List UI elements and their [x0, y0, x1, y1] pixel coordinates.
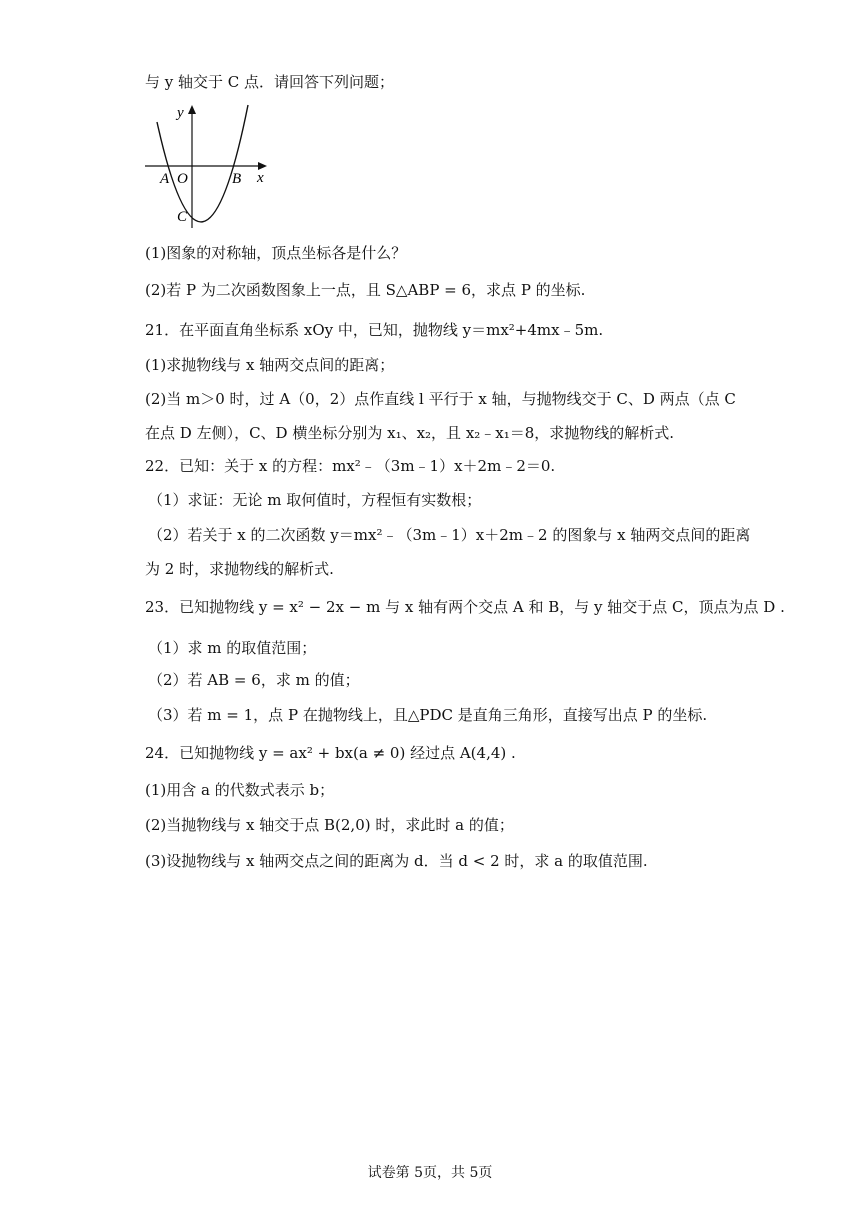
page-footer: 试卷第 5页，共 5页: [367, 1165, 493, 1181]
x-axis-arrow: [258, 162, 267, 170]
graph-label-x: x: [257, 170, 264, 186]
text-line: （1）求 m 的取值范围；: [148, 639, 317, 657]
y-axis-arrow: [188, 105, 196, 114]
graph-label-b: B: [232, 171, 242, 187]
parabola-graph: [143, 100, 273, 230]
text-line: (1)用含 a 的代数式表示 b；: [145, 781, 335, 799]
question-24: 24．已知抛物线 y = ax² + bx(a ≠ 0) 经过点 A(4,4) .: [145, 744, 516, 762]
graph-label-o: O: [177, 171, 188, 187]
text-line: 与 y 轴交于 C 点．请回答下列问题；: [145, 73, 395, 91]
text-line: (3)设抛物线与 x 轴两交点之间的距离为 d．当 d < 2 时，求 a 的取值范围.: [145, 852, 648, 870]
text-line: (2)当 m＞0 时，过 A（0，2）点作直线 l 平行于 x 轴，与抛物线交于 C、D 两点（点 C: [145, 390, 736, 408]
text-line: （2）若关于 x 的二次函数 y＝mx²﹣（3m﹣1）x＋2m﹣2 的图象与 x 轴两交点间的距离: [148, 526, 751, 544]
question-23: 23．已知抛物线 y = x² − 2x − m 与 x 轴有两个交点 A 和 B，与 y 轴交于点 C，顶点为点 D .: [145, 598, 785, 616]
graph-label-a: A: [160, 171, 170, 187]
text-line: （3）若 m = 1，点 P 在抛物线上，且△PDC 是直角三角形，直接写出点 P 的坐标.: [148, 706, 708, 724]
text-line: (2)当抛物线与 x 轴交于点 B(2,0) 时，求此时 a 的值；: [145, 816, 514, 834]
text-line: (2)若 P 为二次函数图象上一点，且 S△ABP = 6，求点 P 的坐标.: [145, 281, 586, 299]
text-line: 为 2 时，求抛物线的解析式.: [145, 560, 334, 578]
text-line: (1)求抛物线与 x 轴两交点间的距离；: [145, 356, 395, 374]
graph-label-c: C: [177, 209, 188, 225]
question-21: 21．在平面直角坐标系 xOy 中，已知，抛物线 y＝mx²+4mx﹣5m.: [145, 321, 604, 339]
text-line: (1)图象的对称轴，顶点坐标各是什么？: [145, 244, 407, 262]
question-22: 22．已知：关于 x 的方程：mx²﹣（3m﹣1）x＋2m﹣2＝0.: [145, 457, 556, 475]
parabola-curve: [157, 105, 248, 222]
text-line: 在点 D 左侧），C、D 横坐标分别为 x₁、x₂，且 x₂﹣x₁＝8，求抛物线的解析式.: [145, 424, 675, 442]
text-line: （1）求证：无论 m 取何值时，方程恒有实数根；: [148, 491, 482, 509]
graph-label-y: y: [177, 105, 184, 121]
text-line: （2）若 AB = 6，求 m 的值；: [148, 671, 360, 689]
